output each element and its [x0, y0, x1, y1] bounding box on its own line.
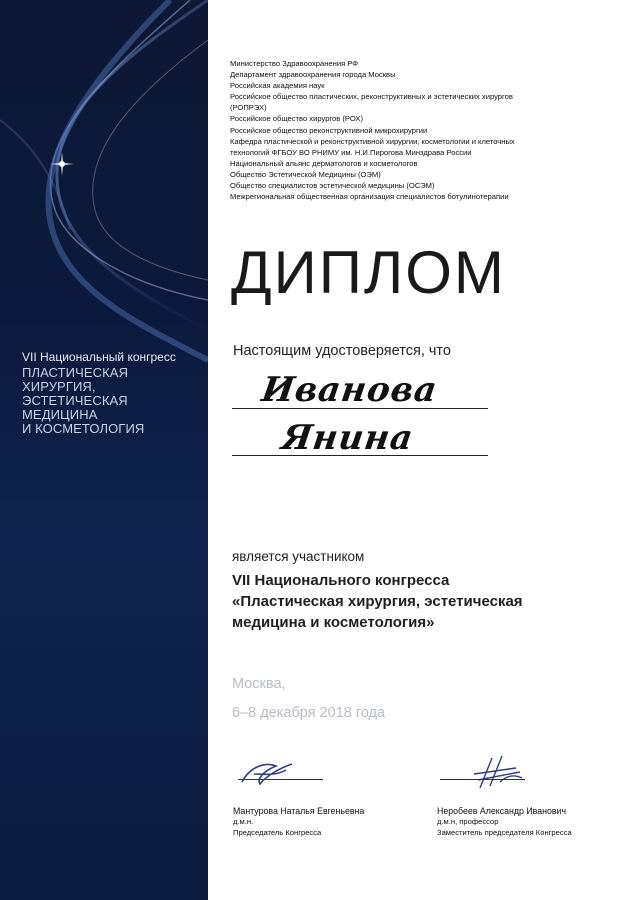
organization-item: Российское общество реконструктивной микрохирургии [230, 125, 428, 135]
organization-item: Министерство Здравоохранения РФ [230, 59, 359, 68]
organization-item: Российская академия наук [230, 81, 325, 91]
event-line: «Пластическая хирургия, эстетическая [232, 593, 523, 610]
recipient-surname: Иванова [259, 370, 441, 410]
signature-line [238, 779, 323, 780]
event-line: VII Национального конгресса [232, 572, 450, 589]
organization-item: Кафедра пластической и реконструктивной хирургии, косметологии и клеточных [230, 136, 515, 146]
signature-mark [236, 756, 300, 790]
congress-topic-line: И КОСМЕТОЛОГИЯ [22, 421, 145, 436]
signature-line [440, 779, 525, 780]
signatory-name: Мантурова Наталья Евгеньевна [233, 806, 365, 816]
congress-topic-line: ЭСТЕТИЧЕСКАЯ МЕДИЦИНА [22, 393, 128, 422]
event-name [232, 570, 612, 633]
name-line [232, 455, 488, 456]
signatory-block [233, 806, 364, 838]
surname-line [232, 408, 488, 409]
organization-item: Межрегиональная общественная организация специалистов ботулинотерапии [230, 192, 509, 202]
congress-topic-line: ПЛАСТИЧЕСКАЯ ХИРУРГИЯ, [22, 365, 129, 394]
left-decorative-band [0, 0, 208, 900]
participant-text: является участником [232, 549, 365, 564]
recipient-name: Янина [279, 418, 417, 458]
organization-item: Общество Эстетической Медицины (ОЭМ) [230, 169, 381, 179]
organization-item: Российское общество пластических, реконструктивных и эстетических хирургов [230, 92, 513, 102]
event-line: медицина и косметология» [232, 614, 435, 631]
signature-mark [470, 752, 526, 792]
certify-text: Настоящим удостоверяется, что [233, 343, 451, 359]
signatory-block [437, 806, 572, 838]
congress-label: VII Национальный конгресс [22, 350, 176, 364]
signatory-degree: д.м.н, профессор [437, 817, 499, 826]
organizations-list [230, 58, 620, 202]
signatory-role: Председатель Конгресса [233, 828, 322, 837]
event-place: Москва, [232, 676, 286, 692]
signatory-role: Заместитель председателя Конгресса [437, 828, 572, 837]
event-dates: 6–8 декабря 2018 года [232, 705, 386, 721]
organization-item: Российское общество хирургов (РОХ) [230, 114, 363, 124]
document-title: ДИПЛОМ [231, 239, 506, 306]
swoosh-decoration [0, 0, 208, 900]
organization-item: Общество специалистов эстетической медицины (ОСЭМ) [230, 181, 435, 191]
organization-item: Департамент здравоохранения города Москвы [230, 70, 396, 80]
organization-item: Национальный альянс дерматологов и косметологов [230, 158, 418, 168]
organization-item: технологий ФГБОУ ВО РНИМУ им. Н.И.Пирогова Минздрава России [230, 147, 472, 157]
organization-item: (РОПРЭХ) [230, 103, 267, 113]
signatory-name: Неробеев Александр Иванович [437, 806, 567, 816]
signatory-degree: д.м.н. [233, 817, 254, 826]
